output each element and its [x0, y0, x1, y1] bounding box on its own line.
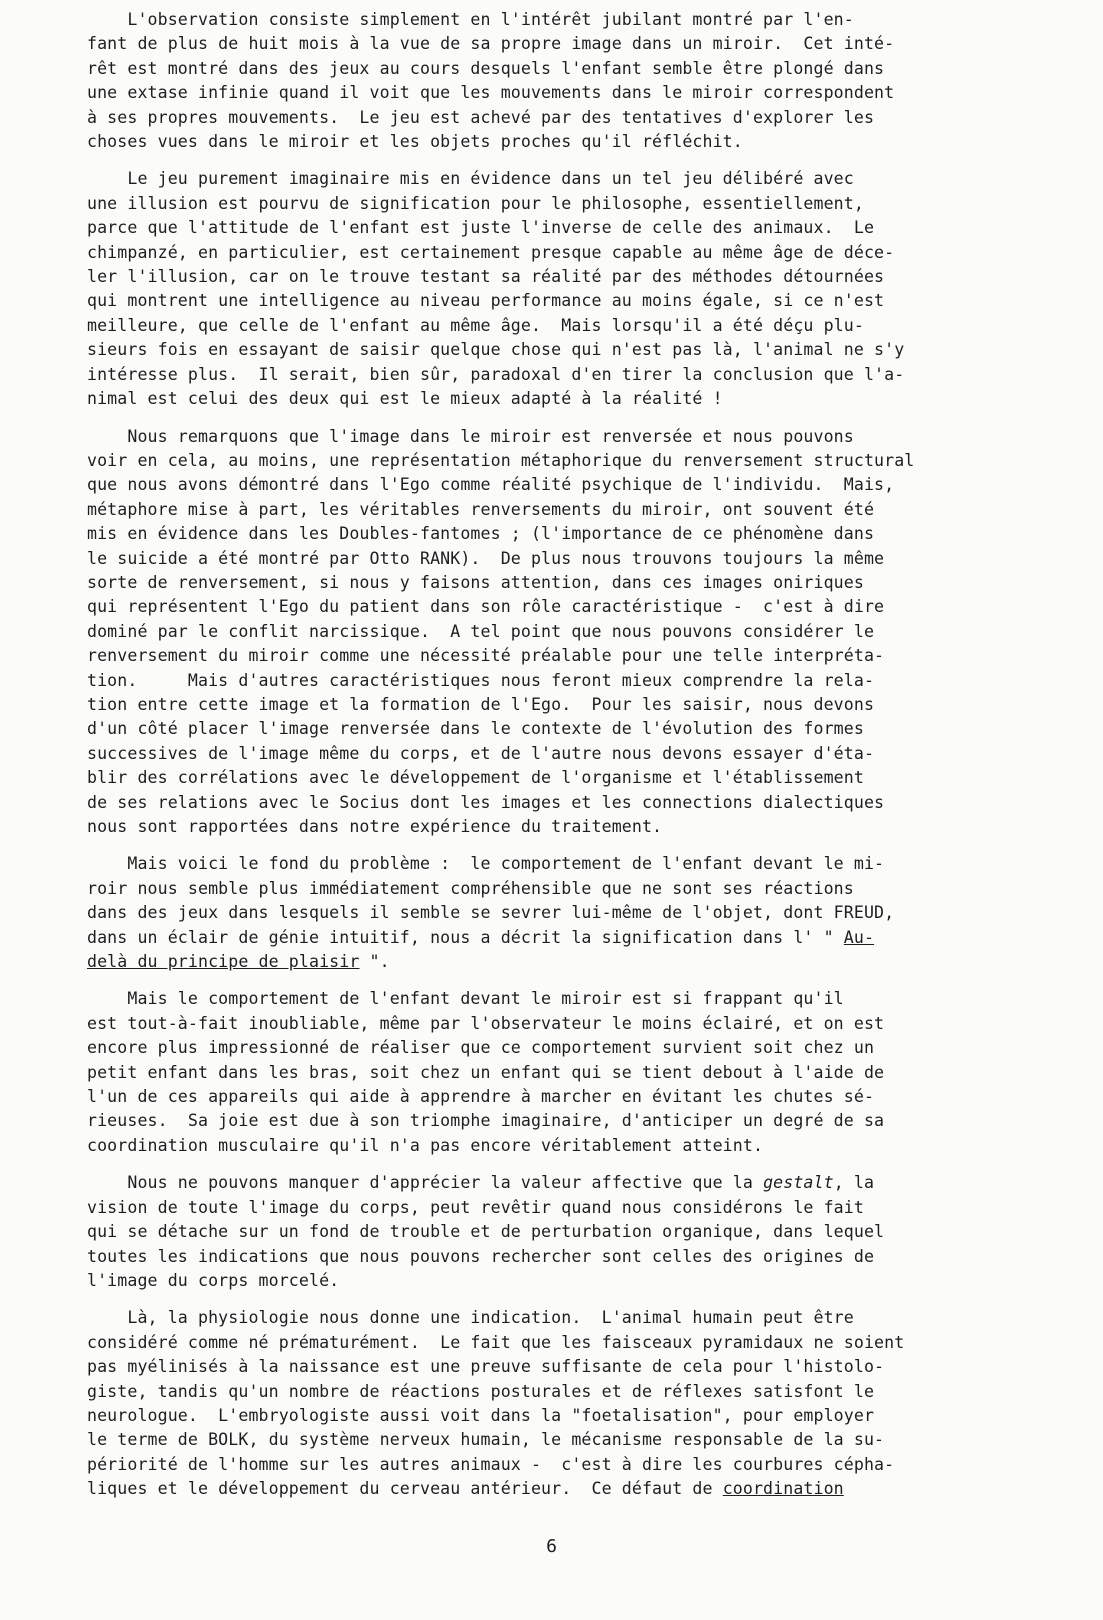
text-line: nimal est celui des deux qui est le mieux adapté à la réalité !	[87, 389, 723, 409]
text-line: toutes les indications que nous pouvons rechercher sont celles des origines de	[87, 1246, 875, 1266]
text-line: métaphore mise à part, les véritables renversements du miroir, ont souvent été	[87, 499, 875, 519]
text-line: liques et le développement du cerveau antérieur. Ce défaut de coordination	[87, 1479, 844, 1499]
text-line: neurologue. L'embryologiste aussi voit dans la "foetalisation", pour employer	[87, 1405, 875, 1425]
text-line: Là, la physiologie nous donne une indication. L'animal humain peut être	[87, 1308, 854, 1328]
paragraph	[87, 1171, 1027, 1293]
text-line: le terme de BOLK, du système nerveux humain, le mécanisme responsable de la su-	[87, 1430, 885, 1450]
text-line: coordination musculaire qu'il n'a pas encore véritablement atteint.	[87, 1135, 764, 1155]
text-line: rêt est montré dans des jeux au cours desquels l'enfant semble être plongé dans	[87, 58, 885, 78]
text-line: tion. Mais d'autres caractéristiques nous feront mieux comprendre la rela-	[87, 670, 875, 690]
text-line: vision de toute l'image du corps, peut revêtir quand nous considérons le fait	[87, 1197, 864, 1217]
text-line: une illusion est pourvu de signification pour le philosophe, essentiellement,	[87, 193, 864, 213]
text-line: à ses propres mouvements. Le jeu est achevé par des tentatives d'explorer les	[87, 107, 875, 127]
text-line: mis en évidence dans les Doubles-fantomes ; (l'importance de ce phénomène dans	[87, 524, 875, 544]
text-line: voir en cela, au moins, une représentation métaphorique du renversement structural	[87, 450, 915, 470]
text-line: successives de l'image même du corps, et de l'autre nous devons essayer d'éta-	[87, 743, 875, 763]
text-line: de ses relations avec le Socius dont les images et les connections dialectiques	[87, 792, 885, 812]
text-line: pas myélinisés à la naissance est une preuve suffisante de cela pour l'histolo-	[87, 1357, 885, 1377]
text-line: qui se détache sur un fond de trouble et de perturbation organique, dans lequel	[87, 1222, 885, 1242]
text-line: fant de plus de huit mois à la vue de sa propre image dans un miroir. Cet inté-	[87, 34, 895, 54]
text-line: sorte de renversement, si nous y faisons attention, dans ces images oniriques	[87, 572, 864, 592]
text-line: d'un côté placer l'image renversée dans le contexte de l'évolution des formes	[87, 719, 864, 739]
text-line: une extase infinie quand il voit que les mouvements dans le miroir correspondent	[87, 83, 895, 103]
text-line: tion entre cette image et la formation de l'Ego. Pour les saisir, nous devons	[87, 694, 875, 714]
text-line: l'un de ces appareils qui aide à apprendre à marcher en évitant les chutes sé-	[87, 1087, 875, 1107]
text-line: L'observation consiste simplement en l'intérêt jubilant montré par l'en-	[87, 10, 854, 29]
text-line: choses vues dans le miroir et les objets proches qu'il réfléchit.	[87, 132, 743, 152]
text-line: petit enfant dans les bras, soit chez un enfant qui se tient debout à l'aide de	[87, 1062, 885, 1082]
text-line: giste, tandis qu'un nombre de réactions posturales et de réflexes satisfont le	[87, 1381, 875, 1401]
text-line: Mais le comportement de l'enfant devant le miroir est si frappant qu'il	[87, 989, 844, 1009]
body-text	[87, 8, 1027, 1515]
text-line: intéresse plus. Il serait, bien sûr, paradoxal d'en tirer la conclusion que l'a-	[87, 364, 905, 384]
paragraph	[87, 8, 1027, 154]
text-line: ler l'illusion, car on le trouve testant sa réalité par des méthodes détournées	[87, 267, 885, 287]
text-line: dans des jeux dans lesquels il semble se sevrer lui-même de l'objet, dont FREUD,	[87, 903, 895, 923]
text-line: qui montrent une intelligence au niveau performance au moins égale, si ce n'est	[87, 291, 885, 311]
text-line: que nous avons démontré dans l'Ego comme réalité psychique de l'individu. Mais,	[87, 475, 895, 495]
text-line: dans un éclair de génie intuitif, nous a décrit la signification dans l' " Au-	[87, 927, 875, 947]
text-line: Nous remarquons que l'image dans le miroir est renversée et nous pouvons	[87, 426, 854, 446]
paragraph	[87, 987, 1027, 1158]
text-line: delà du principe de plaisir ".	[87, 952, 390, 972]
paragraph	[87, 1306, 1027, 1501]
text-line: rieuses. Sa joie est due à son triomphe imaginaire, d'anticiper un degré de sa	[87, 1111, 885, 1131]
text-line: l'image du corps morcelé.	[87, 1270, 340, 1290]
text-line: encore plus impressionné de réaliser que ce comportement survient soit chez un	[87, 1038, 875, 1058]
text-line: Nous ne pouvons manquer d'apprécier la valeur affective que la gestalt, la	[87, 1173, 875, 1193]
text-line: nous sont rapportées dans notre expérience du traitement.	[87, 817, 663, 836]
text-line: renversement du miroir comme une nécessité préalable pour une telle interpréta-	[87, 646, 885, 666]
paragraph	[87, 167, 1027, 411]
text-line: sieurs fois en essayant de saisir quelque chose qui n'est pas là, l'animal ne s'y	[87, 340, 905, 360]
text-line: dominé par le conflit narcissique. A tel point que nous pouvons considérer le	[87, 621, 875, 641]
text-line: meilleure, que celle de l'enfant au même âge. Mais lorsqu'il a été déçu plu-	[87, 315, 864, 335]
text-line: roir nous semble plus immédiatement compréhensible que ne sont ses réactions	[87, 878, 854, 898]
paragraph	[87, 852, 1027, 974]
paragraph	[87, 425, 1027, 840]
text-line: Le jeu purement imaginaire mis en évidence dans un tel jeu délibéré avec	[87, 169, 854, 189]
text-line: est tout-à-fait inoubliable, même par l'observateur le moins éclairé, et on est	[87, 1013, 885, 1033]
text-line: qui représentent l'Ego du patient dans son rôle caractéristique - c'est à dire	[87, 597, 885, 617]
text-line: blir des corrélations avec le développement de l'organisme et l'établissement	[87, 768, 864, 788]
text-line: Mais voici le fond du problème : le comportement de l'enfant devant le mi-	[87, 854, 885, 874]
page-number: 6	[546, 1536, 557, 1557]
text-line: chimpanzé, en particulier, est certainement presque capable au même âge de déce-	[87, 242, 895, 262]
text-line: considéré comme né prématurément. Le fait que les faisceaux pyramidaux ne soient	[87, 1332, 905, 1352]
text-line: parce que l'attitude de l'enfant est juste l'inverse de celle des animaux. Le	[87, 218, 875, 238]
text-line: le suicide a été montré par Otto RANK). De plus nous trouvons toujours la même	[87, 548, 885, 568]
text-line: périorité de l'homme sur les autres animaux - c'est à dire les courbures cépha-	[87, 1454, 895, 1474]
